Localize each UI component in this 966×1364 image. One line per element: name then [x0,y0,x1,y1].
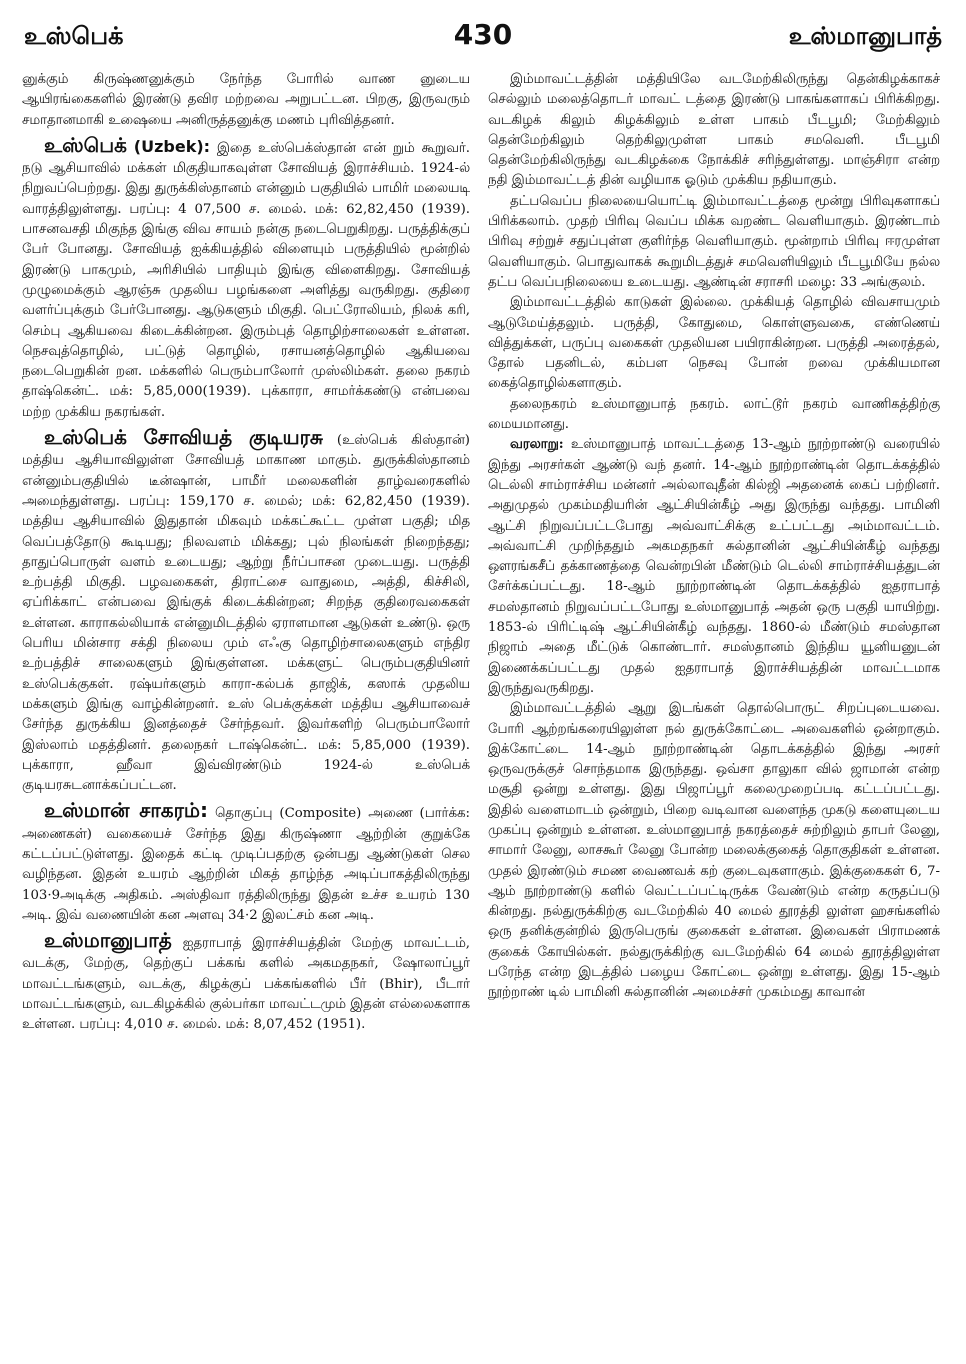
paragraph: இம்மாவட்டத்தின் மத்தியிலே வடமேற்கிலிருந்து தென்கிழக்காகச் செல்லும் மலைத்தொடர் மாவட் டத்தை இரண்டு பாகங்களாகப் பிரிக்கிறது. வடகிழக் கிலும் கிழக்கிலும் உள்ள பாகம் பீடபூமி; மேற்கிலும் தென்மேற்கிலும் தெற்கிலுமுள்ள பாகம் சமவெளி. பீடபூமி தென்மேற்கிலிருந்து வடகிழக்கை நோக்கிச் சரிந்துள்ளது. மாஞ்சிரா என்ற நதி இம்மாவட்டத் தின் வழியாக ஓடும் முக்கிய நதியாகும். [488,72,940,189]
left-column [22,70,470,1350]
header-right-title: உஸ்மானுபாத் [788,22,942,50]
entry-osman-sagar [22,800,470,926]
paragraph: தலைநகரம் உஸ்மானுபாத் நகரம். லாட்டூர் நகரம் வாணிகத்திற்கு மையமானது. [488,396,940,433]
paragraph: இம்மாவட்டத்தில் காடுகள் இல்லை. முக்கியத் தொழில் விவசாயமும் ஆடுமேய்த்தலும். பருத்தி, கோதுமை, கொள்ளுவகை, எண்ணெய் வித்துக்கள், பருப்பு வகைகள் முதலியன பயிராகின்றன. பருத்தி அரைத்தல், தோல் பதனிடல், கம்பள நெசவு போன் றவை முக்கியமான கைத்தொழில்களாகும். [488,295,940,392]
entry-uzbek-ssr [22,427,470,796]
paragraph-continuation: னுக்கும் கிருஷ்ணனுக்கும் நேர்ந்த போரில் வாண னுடைய ஆயிரங்கைகளில் இரண்டு தவிர மற்றவை அறுபட்டன. பிறகு, இருவரும் சமாதானமாகி உஷையை அனிருத்தனுக்கு மணம் புரிவித்தனர். [22,72,470,128]
entry-heading: உஸ்பெக் சோவியத் குடியரசு [44,425,323,450]
entry-uzbek [22,132,470,423]
paragraph: தட்பவெப்ப நிலையையொட்டி இம்மாவட்டத்தை மூன்று பிரிவுகளாகப் பிரிக்கலாம். முதற் பிரிவு வெப்ப மிக்க வறண்ட வெளியாகும். இரண்டாம் பிரிவு சற்றுச் சதுப்புள்ள குளிர்ந்த வெளியாகும். மூன்றாம் பிரிவு ஈரமுள்ள வெளியாகும். பொதுவாகக் கூறுமிடத்துச் சமவெளியிலும் பீடபூமியே நல்ல தட்ப வெப்பநிலையை உடையது. ஆண்டின் சராசரி மழை: 33 அங்குலம். [488,193,940,290]
entry-heading: உஸ்மானுபாத் [44,928,172,953]
paragraph-body: உஸ்மானுபாத் மாவட்டத்தை 13-ஆம் நூற்றாண்டு வரையில் இந்து அரசர்கள் ஆண்டு வந் தனர். 14-ஆம் நூற்றாண்டின் தொடக்கத்தில் டெல்லி சாம்ராச்சிய மன்னர் அல்லாவுதீன் கில்ஜி அதனைக் கைப் பற்றினர். அதுமுதல் முகம்மதியரின் ஆட்சியின்கீழ் அது இருந்து வந்தது. பாமினி ஆட்சி நிறுவப்பட்டபோது அவ்வாட்சிக்கு உட்பட்டது அம்மாவட்டம். அவ்வாட்சி முறிந்ததும் அகமதநகர் சுல்தானின் ஆட்சியின்கீழ் வந்தது ஔரங்கசீப் தக்காணத்தை வென்றபின் மீண்டும் டெல்லி சாம்ராச்சியத்துடன் சேர்க்கப்பட்டது. 18-ஆம் நூற்றாண்டின் தொடக்கத்தில் ஐதராபாத் சமஸ்தானம் நிறுவப்பட்டபோது உஸ்மானுபாத் அதன் ஒரு பகுதி யாயிற்று. 1853-ல் பிரிட்டிஷ் ஆட்சியின்கீழ் வந்தது. 1860-ல் மீண்டும் சமஸ்தான நிஜாம் அதை மீட்டுக் கொண்டார். சமஸ்தானம் இந்திய யூனியனுடன் இணைக்கப்பட்டது முதல் ஐதராபாத் இராச்சியத்தின் மாவட்டமாக இருந்துவருகிறது. [488,437,940,696]
entry-heading: உஸ்பெக் [44,132,127,157]
entry-heading: உஸ்மான் சாகரம்: [44,798,208,823]
history-label: வரலாறு: [510,437,564,453]
entry-body: (உஸ்பெக் கிஸ்தான்) மத்திய ஆசியாவிலுள்ள சோவியத் மாகாண மாகும். துருக்கிஸ்தானம் என்னும்பகுதியில் டீன்ஷான், பாமீர் மலைகளின் தாழ்வரைகளில் அமைந்துள்ளது. பரப்பு: 159,170 ச. மைல்; மக்: 62,82,450 (1939). மத்திய ஆசியாவில் இதுதான் மிகவும் மக்கட்கூட்ட முள்ள பகுதி; மித வெப்பத்தோடு கூடியது; நிலவளம் மிக்கது; புல் நிலங்கள் நிறைந்தது; தாதுப்பொருள் வளம் உடையது; ஆற்று நீர்ப்பாசன முடையது. பருத்தி உற்பத்தி மிகுதி. பழவகைகள், திராட்சை வாதுமை, அத்தி, கிச்சிலி, ஏப்ரிக்காட் என்பவை இங்குக் கிடைக்கின்றன; சிறந்த குதிரைவகைகள் உள்ளன. காராகல்லியாக் என்னுமிடத்தில் ஏராளமான ஆடுகள் உண்டு. ஒரு பெரிய மின்சார சக்தி நிலைய மும் எஃகு தொழிற்சாலைகளும் எந்திர உற்பத்திச் சாலைகளும் இங்குள்ளன. மக்களுட் பெரும்பகுதியினர் உஸ்பெக்குகள். ரஷ்யர்களும் காரா-கல்பக் தாஜிக், கஸாக் முதலிய மக்களும் இங்கு வாழ்கின்றனர். உஸ் பெக்குக்கள் மத்திய ஆசியாவைச் சேர்ந்த துருக்கிய இனத்தைச் சேர்ந்தவர். இவர்களிற் பெரும்பாலோர் இஸ்லாம் மதத்தினர். தலைநகர் டாஷ்கென்ட். மக்: 5,85,000 (1939). புக்காரா, ஹீவா இவ்விரண்டும் 1924-ல் உஸ்பெக் குடியரசுடனாக்கப்பட்டன. [22,433,470,794]
entry-osmanabad [22,930,470,1035]
entry-body: ஐதராபாத் இராச்சியத்தின் மேற்கு மாவட்டம், வடக்கு, மேற்கு, தெற்குப் பக்கங் களில் அகமதநகர், ஷோலாப்பூர் மாவட்டங்களும், வடக்கு, கிழக்குப் பக்கங்களில் பீர் (Bhir), பீடார் மாவட்டங்களும், வடகிழக்கில் குல்பர்கா மாவட்டமும் இதன் எல்லைகளாக உள்ளன. பரப்பு: 4,010 ச. மைல். மக்: 8,07,452 (1951). [22,936,470,1033]
right-column [488,70,940,1350]
entry-heading-latin: (Uzbek): [133,136,211,156]
paragraph: இம்மாவட்டத்தில் ஆறு இடங்கள் தொல்பொருட் சிறப்புடையவை. போரி ஆற்றங்கரையிலுள்ள நல் துருக்கோட்டை அவைகளில் ஒன்றாகும். இக்கோட்டை 14-ஆம் நூற்றாண்டின் தொடக்கத்தில் இந்து அரசர் ஒருவருக்குச் சொந்தமாக இருந்தது. ஒவ்சா தாலுகா வில் ஜாமான் என்ற மசூதி ஒன்று உள்ளது. இது பிஜாப்பூர் கலைமுறைப்படி கட்டப்பட்டது. இதில் வளைமாடம் ஒன்றும், பிறை வடிவான வளைந்த முகடு களையுடைய முகப்பு ஒன்றும் உள்ளன. உஸ்மானுபாத் நகரத்தைச் சுற்றிலும் தாபர் லேனு, சாமார் லேனு, லாசகூர் லேனு போன்ற மலைக்குகைத் தொகுதிகள் உள்ளன. முதல் இரண்டும் சமண வைணவக் கற் குடைவுகளாகும். இக்குகைகள் 6, 7-ஆம் நூற்றாண்டு களில் வெட்டப்பட்டிருக்க வேண்டும் என்ற கருதப்படு கின்றது. நல்துருக்கிற்கு வடமேற்கில் 40 மைல் தூரத்தி லுள்ள ஹசங்களில் ஒரு தனிக்குன்றில் இருபெருங் குகைகள் உள்ளன. இவைகள் பிராமணக் குகைக் கோயில்கள். நல்துருக்கிற்கு வடமேற்கில் 64 மைல் தூரத்திலுள்ள பரேந்த என்ற இடத்தில் பழைய கோட்டை ஒன்று உள்ளது. இது 15-ஆம் நூற்றாண் டில் பாமினி சுல்தானின் அமைச்சர் முகம்மது காவான் [488,701,940,1001]
history-paragraph [488,435,940,699]
entry-body: தொகுப்பு (Composite) அணை (பார்க்க: அணைகள்) வகையைச் சேர்ந்த இது கிருஷ்ணா ஆற்றின் குறுக்கே கட்டப்பட்டுள்ளது. இதைக் கட்டி முடிப்பதற்கு ஒன்பது ஆண்டுகள் செல வழிந்தன. இதன் உயரம் ஆற்றின் மிகத் தாழ்ந்த அடிப்பாகத்திலிருந்து 103·9அடிக்கு அதிகம். அஸ்திவா ரத்திலிருந்து இதன் உச்ச உயரம் 130 அடி. இவ் வணையின் கன அளவு 34·2 இலட்சம் கன அடி. [22,806,470,923]
header-left-title: உஸ்பெக் [24,22,124,50]
page-header [24,18,942,58]
entry-body: இதை உஸ்பெக்ஸ்தான் என் றும் கூறுவர். நடு ஆசியாவில் மக்கள் மிகுதியாகவுள்ள சோவியத் இராச்சியம். 1924-ல் நிறுவப்பெற்றது. இது துருக்கிஸ்தானம் என்னும் பகுதியில் பாமிர் மலையடி வாரத்திலுள்ளது. பரப்பு: 4 07,500 ச. மைல். மக்: 62,82,450 (1939). பாசனவசதி மிகுந்த இங்கு விவ சாயம் நன்கு நடைபெறுகிறது. பருத்திக்குப் பேர் போனது. சோவியத் ஐக்கியத்தில் விளையும் பருத்தியில் மூன்றில் இரண்டு பாகமும், அரிசியில் பாதியும் இங்கு விளைகிறது. சோவியத் முழுமைக்கும் ஆரஞ்சு முதலிய பழங்களை அளித்து வருகிறது. குதிரை வளர்ப்புக்கும் பேர்போனது. ஆடுகளும் மிகுதி. பெட்ரோலியம், நிலக் கரி, செம்பு ஆகியவை கிடைக்கின்றன. இரும்புத் தொழிற்சாலைகள் உள்ளன. நெசவுத்தொழில், பட்டுத் தொழில், ரசாயனத்தொழில் ஆகியவை நடைபெறுகின் றன. மக்களில் பெரும்பாலோர் முஸ்லிம்கள். தலை நகரம் தாஷ்கென்ட். மக்: 5,85,000(1939). புக்காரா, சாமர்க்கண்டு என்பவை மற்ற முக்கிய நகரங்கள். [22,140,470,420]
page-number: 430 [453,18,513,51]
